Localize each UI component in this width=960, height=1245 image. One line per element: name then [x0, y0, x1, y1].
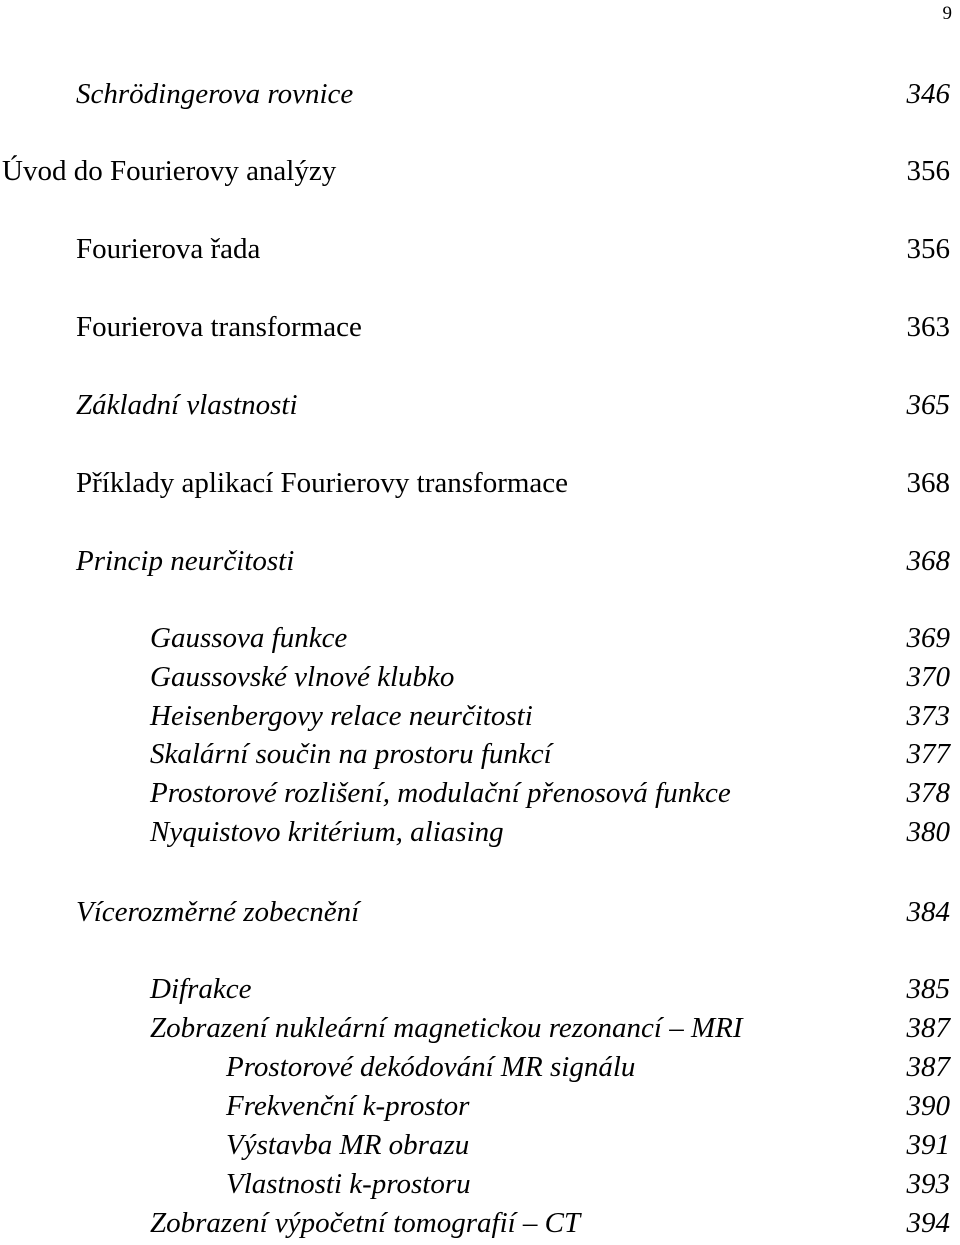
toc-entry-page: 385 — [906, 973, 950, 1005]
toc-entry-page: 380 — [906, 816, 950, 848]
toc-entry-title: Vlastnosti k-prostoru — [226, 1168, 471, 1200]
toc-entry — [0, 152, 960, 190]
toc-entry — [0, 542, 960, 580]
toc-entry-title: Prostorové dekódování MR signálu — [226, 1051, 636, 1083]
toc-entry-title: Heisenbergovy relace neurčitosti — [150, 700, 533, 732]
toc-entry — [0, 1165, 960, 1203]
toc-entry-title: Gaussovské vlnové klubko — [150, 661, 455, 693]
toc-entry-page: 363 — [906, 311, 950, 343]
toc-entry-page: 373 — [906, 700, 950, 732]
toc-entry-page: 387 — [906, 1051, 950, 1083]
toc-entry — [0, 697, 960, 735]
toc-entry — [0, 619, 960, 657]
toc-entry-page: 390 — [906, 1090, 950, 1122]
toc-entry-title: Základní vlastnosti — [76, 389, 298, 421]
toc-entry-title: Frekvenční k-prostor — [226, 1090, 470, 1122]
toc-entry-page: 356 — [906, 233, 950, 265]
toc-entry — [0, 464, 960, 502]
toc-entry — [0, 970, 960, 1008]
toc-entry-page: 387 — [906, 1012, 950, 1044]
toc-entry — [0, 386, 960, 424]
toc-entry-title: Difrakce — [150, 973, 252, 1005]
page-number: 9 — [942, 3, 952, 24]
toc-entry — [0, 735, 960, 773]
toc-entry-page: 369 — [906, 622, 950, 654]
toc-entry-page: 394 — [906, 1207, 950, 1239]
toc-entry — [0, 75, 960, 113]
toc-entry-page: 356 — [906, 155, 950, 187]
toc-entry-title: Výstavba MR obrazu — [226, 1129, 470, 1161]
toc-entry — [0, 230, 960, 268]
toc-entry-page: 378 — [906, 777, 950, 809]
toc-entry — [0, 893, 960, 931]
toc-entry-page: 384 — [906, 896, 950, 928]
toc-entry-title: Prostorové rozlišení, modulační přenosová funkce — [150, 777, 731, 809]
toc-entry-page: 391 — [906, 1129, 950, 1161]
toc-entry — [0, 308, 960, 346]
toc-entry-title: Gaussova funkce — [150, 622, 348, 654]
toc-entry-page: 377 — [906, 738, 950, 770]
toc-entry — [0, 774, 960, 812]
toc-entry — [0, 1126, 960, 1164]
toc-entry-title: Úvod do Fourierovy analýzy — [2, 155, 337, 187]
toc-entry-title: Princip neurčitosti — [76, 545, 295, 577]
toc-entry-title: Zobrazení výpočetní tomografií – CT — [150, 1207, 581, 1239]
toc-entry — [0, 813, 960, 851]
toc-entry-title: Vícerozměrné zobecnění — [76, 896, 360, 928]
toc-entry-title: Fourierova transformace — [76, 311, 362, 343]
toc-entry-page: 346 — [906, 78, 950, 110]
toc-entry-title: Příklady aplikací Fourierovy transformace — [76, 467, 569, 499]
toc-entry-title: Zobrazení nukleární magnetickou rezonancí – MRI — [150, 1012, 743, 1044]
toc-entry-title: Skalární součin na prostoru funkcí — [150, 738, 552, 770]
toc-entry — [0, 1087, 960, 1125]
toc-entry-page: 368 — [906, 467, 950, 499]
toc-entry-title: Fourierova řada — [76, 233, 261, 265]
toc-entry-title: Schrödingerova rovnice — [76, 78, 354, 110]
toc-entry — [0, 1048, 960, 1086]
toc-entry — [0, 1204, 960, 1242]
toc-entry-page: 365 — [906, 389, 950, 421]
toc-entry-page: 393 — [906, 1168, 950, 1200]
toc-entry-title: Nyquistovo kritérium, aliasing — [150, 816, 504, 848]
toc-entry — [0, 1009, 960, 1047]
toc-entry-page: 370 — [906, 661, 950, 693]
toc-entry-page: 368 — [906, 545, 950, 577]
toc-entry — [0, 658, 960, 696]
